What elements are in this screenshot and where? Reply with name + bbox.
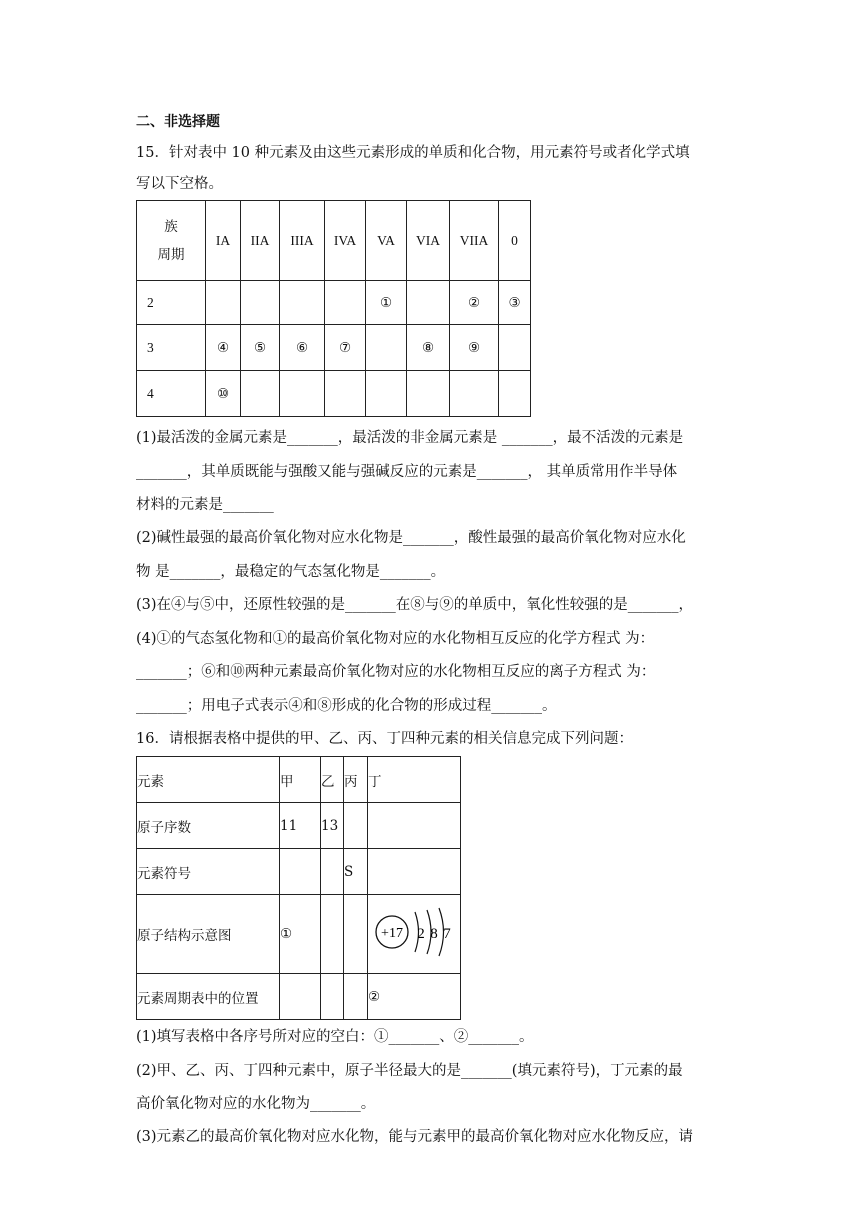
period-cell: 2 xyxy=(137,281,206,325)
table-cell xyxy=(280,974,321,1020)
section-title: 二、非选择题 xyxy=(136,114,220,130)
element-cell xyxy=(407,371,450,417)
table-row xyxy=(137,974,461,1020)
element-cell: ⑧ xyxy=(407,325,450,371)
q15-text-line1: 15．针对表中 10 种元素及由这些元素形成的单质和化合物，用元素符号或者化学式填 xyxy=(136,145,690,161)
table-cell xyxy=(368,849,461,895)
row-label: 原子结构示意图 xyxy=(137,895,280,974)
table-cell xyxy=(321,974,344,1020)
table-cell xyxy=(368,803,461,849)
period-cell: 4 xyxy=(137,371,206,417)
element-cell: ② xyxy=(450,281,499,325)
q15-text-line: 物 是_______，最稳定的气态氢化物是_______。 xyxy=(136,564,446,580)
element-cell: ④ xyxy=(206,325,241,371)
q15-text-line: (4)①的气态氢化物和①的最高价氧化物对应的水化物相互反应的化学方程式 为： xyxy=(136,631,655,647)
column-header: 乙 xyxy=(321,757,344,803)
element-cell xyxy=(499,371,531,417)
element-cell: ⑦ xyxy=(325,325,366,371)
q16-text-line: (3)元素乙的最高价氧化物对应水化物，能与元素甲的最高价氧化物对应水化物反应，请 xyxy=(136,1129,694,1145)
nucleus-charge: +17 xyxy=(381,926,403,941)
column-header: 丙 xyxy=(344,757,368,803)
atomic-structure-diagram xyxy=(372,902,460,962)
element-cell xyxy=(280,281,325,325)
table-row xyxy=(137,371,531,417)
q16-text-line1: 16．请根据表格中提供的甲、乙、丙、丁四种元素的相关信息完成下列问题： xyxy=(136,731,633,747)
table-cell: ② xyxy=(368,974,461,1020)
header-group-label: 族 xyxy=(164,218,178,234)
element-cell: ⑤ xyxy=(241,325,280,371)
element-cell: ⑨ xyxy=(450,325,499,371)
column-header: 丁 xyxy=(368,757,461,803)
group-header: IIIA xyxy=(280,201,325,281)
element-cell xyxy=(206,281,241,325)
element-cell xyxy=(241,281,280,325)
column-header: 甲 xyxy=(280,757,321,803)
table-row xyxy=(137,895,461,974)
periodic-table xyxy=(136,200,531,417)
element-cell xyxy=(366,371,407,417)
shell-electron-count: 7 xyxy=(443,926,451,942)
q15-text-line: _______；用电子式表示④和⑧形成的化合物的形成过程_______。 xyxy=(136,698,557,714)
table-row xyxy=(137,849,461,895)
header-period-label: 周期 xyxy=(157,246,185,262)
element-cell xyxy=(280,371,325,417)
q15-text-line: _______；⑥和⑩两种元素最高价氧化物对应的水化物相互反应的离子方程式 为： xyxy=(136,664,656,680)
table-cell xyxy=(321,895,344,974)
table-row xyxy=(137,803,461,849)
row-label: 元素周期表中的位置 xyxy=(137,974,280,1020)
element-cell: ① xyxy=(366,281,407,325)
element-cell: ⑩ xyxy=(206,371,241,417)
group-header: VA xyxy=(366,201,407,281)
group-header: IIA xyxy=(241,201,280,281)
table-header-row xyxy=(137,201,531,281)
q15-text-line: (1)最活泼的金属元素是_______，最活泼的非金属元素是 _______，最不活泼的元素是 xyxy=(136,430,684,446)
q15-text-line2: 写以下空格。 xyxy=(136,176,223,192)
q15-text-line: (3)在④与⑤中，还原性较强的是_______在⑧与⑨的单质中，氧化性较强的是_______， xyxy=(136,597,694,613)
row-label: 元素符号 xyxy=(137,849,280,895)
group-header: 0 xyxy=(499,201,531,281)
element-cell xyxy=(325,371,366,417)
header-corner-cell xyxy=(137,201,206,281)
element-cell: ③ xyxy=(499,281,531,325)
row-label: 原子序数 xyxy=(137,803,280,849)
atom-diagram-cell xyxy=(368,895,461,974)
shell-electron-count: 8 xyxy=(430,926,438,942)
group-header: IVA xyxy=(325,201,366,281)
q16-text-line: 高价氧化物对应的水化物为_______。 xyxy=(136,1096,376,1112)
group-header: VIA xyxy=(407,201,450,281)
q16-text-line: (1)填写表格中各序号所对应的空白：①_______、②_______。 xyxy=(136,1029,534,1045)
table-cell xyxy=(344,803,368,849)
element-cell xyxy=(499,325,531,371)
column-header: 元素 xyxy=(137,757,280,803)
element-cell: ⑥ xyxy=(280,325,325,371)
element-cell xyxy=(366,325,407,371)
element-cell xyxy=(325,281,366,325)
table-cell: 13 xyxy=(321,803,344,849)
element-cell xyxy=(241,371,280,417)
element-info-table xyxy=(136,756,461,1020)
q15-text-line: _______，其单质既能与强酸又能与强碱反应的元素是_______， 其单质常用作半导体 xyxy=(136,464,678,480)
table-cell: S xyxy=(344,849,368,895)
q15-text-line: (2)碱性最强的最高价氧化物对应水化物是_______，酸性最强的最高价氧化物对应水化 xyxy=(136,530,686,546)
q15-text-line: 材料的元素是_______ xyxy=(136,497,274,513)
table-cell xyxy=(344,895,368,974)
element-cell xyxy=(450,371,499,417)
shell-electron-count: 2 xyxy=(417,926,425,942)
element-cell xyxy=(407,281,450,325)
group-header: VIIA xyxy=(450,201,499,281)
table-cell xyxy=(344,974,368,1020)
table-cell xyxy=(321,849,344,895)
period-cell: 3 xyxy=(137,325,206,371)
table-row xyxy=(137,325,531,371)
table-header-row xyxy=(137,757,461,803)
table-cell: ① xyxy=(280,895,321,974)
q16-text-line: (2)甲、乙、丙、丁四种元素中，原子半径最大的是_______(填元素符号)，丁元素的最 xyxy=(136,1063,683,1079)
group-header: IA xyxy=(206,201,241,281)
table-row xyxy=(137,281,531,325)
table-cell: 11 xyxy=(280,803,321,849)
table-cell xyxy=(280,849,321,895)
